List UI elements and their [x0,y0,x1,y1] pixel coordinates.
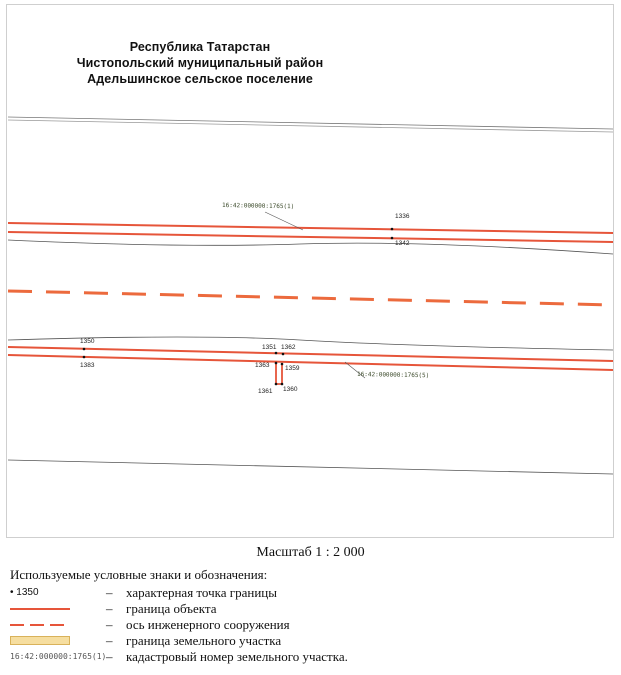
parcel-line-top-2 [8,120,613,132]
legend-text-point: характерная точка границы [126,585,277,600]
object-boundary-lower-2 [8,355,613,370]
legend-symbol-parcel-boundary [10,633,80,649]
map-title-region: Республика Татарстан [129,40,271,54]
engineering-axis-line [8,291,613,305]
map-title-district: Чистопольский муниципальный район [76,56,324,70]
point-label-1362: 1362 [281,344,296,351]
legend-text-cadastral-number: кадастровый номер земельного участка. [126,649,348,664]
boundary-point [281,383,284,386]
legend-text-object-boundary: граница объекта [126,601,217,616]
legend-dash: – [106,617,113,632]
legend-dash: – [106,649,113,664]
map-scale: Масштаб 1 : 2 000 [256,545,365,560]
object-boundary-lower-1 [8,347,613,361]
legend-dash: – [106,633,113,648]
object-boundary-notch [276,363,282,384]
boundary-point [275,383,278,386]
engineering-axis-dash-icon [10,624,70,626]
point-label-1342: 1342 [395,240,410,247]
legend-row-parcel-boundary [10,633,610,649]
parcel-line-bottom [8,460,613,474]
parcel-line-upper [8,240,613,254]
point-label-1336: 1336 [395,213,410,220]
legend-text-engineering-axis: ось инженерного сооружения [126,617,290,632]
legend-row-point [10,585,610,601]
boundary-point [83,356,86,359]
map-title-settlement: Адельшинское сельское поселение [87,72,313,86]
legend-row-cadastral-number [10,649,610,665]
parcel-line-lower-top [8,337,613,350]
object-boundary-line-icon [10,608,70,610]
point-label-1360: 1360 [283,386,298,393]
point-label-1359: 1359 [285,365,300,372]
legend-row-engineering-axis [10,617,610,633]
boundary-point [83,348,86,351]
boundary-point [282,353,285,356]
legend-row-object-boundary [10,601,610,617]
cadastral-number-sample: 16:42:000000:1765(1) [10,652,107,661]
point-label-1383: 1383 [80,362,95,369]
point-label-1351: 1351 [262,344,277,351]
point-label-1350: 1350 [80,338,95,345]
legend-title: Используемые условные знаки и обозначения: [10,567,268,582]
boundary-point [391,228,394,231]
parcel-boundary-icon [10,636,70,645]
cadastral-label-lower: 16:42:000000:1765(5) [357,371,430,380]
legend-symbol-cadastral-number [10,649,107,665]
legend-text-parcel-boundary: граница земельного участка [126,633,282,648]
boundary-point [275,362,278,365]
cadastral-label-upper: 16:42:000000:1765(1) [222,202,295,211]
legend-symbol-object-boundary [10,601,80,617]
legend-dash: – [106,601,113,616]
boundary-point [391,237,394,240]
point-symbol-icon: • 1350 [10,587,39,598]
object-boundary-upper-1 [8,223,613,233]
object-boundary-upper-2 [8,232,613,242]
point-label-1363: 1363 [255,362,270,369]
legend [10,567,610,665]
legend-dash: – [106,585,113,600]
boundary-point [281,363,284,366]
parcel-line-top-1 [8,117,613,129]
legend-symbol-point [10,585,80,601]
point-label-1361: 1361 [258,388,273,395]
legend-symbol-engineering-axis [10,617,80,633]
boundary-point [275,352,278,355]
